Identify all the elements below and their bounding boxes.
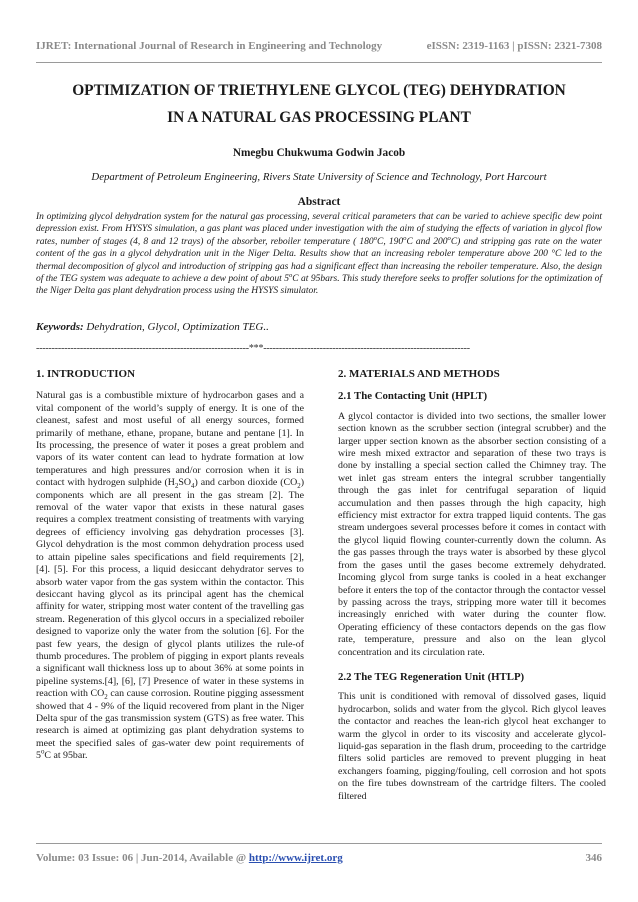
author-name: Nmegbu Chukwuma Godwin Jacob xyxy=(232,147,406,159)
keywords xyxy=(36,321,602,333)
issn: eISSN: 2319-1163 | pISSN: 2321-7308 xyxy=(426,40,602,52)
footer-rule xyxy=(36,843,602,844)
left-column xyxy=(36,368,304,763)
abstract-heading: Abstract xyxy=(297,196,341,208)
intro-heading: 1. INTRODUCTION xyxy=(36,368,136,380)
section-2-1-heading: 2.1 The Contacting Unit (HPLT) xyxy=(338,390,488,403)
section-2-1-paragraph: A glycol contactor is divided into two sections, the smaller lower section known as the scrubber section (integral scrubber) and the larger upper section known as the absorber section consisting of a wire mesh mixed extractor and separation of these two trays is done by installing a special section called the Chimney tray. The wet inlet gas stream enters the integral scrubber tangentially through the gas inlet for centrifugal separation of liquid accumulation and then passes through the high capacity, high efficiency mist extractor for extra trapped liquid contents. The gas stream undergoes several processes before it comes in contact with the glycol liquid flowing counter-currently down the column. As the gas passes through the trays water is absorbed by these glycol from the gases until the gases become extremely dehydrated. Incoming glycol from surge tanks is cooled in a heat exchanger before it enters the top of the contactor through the contactor vessel by passing across the trays, stripping more water till it becomes increasingly enriched with water during the counter flow. Operating efficiency of these contactors depends on the gas flow rate, temperature, pressure and also on the lean glycol concentration and its circulation rate. xyxy=(338,410,606,658)
keywords-label: Keywords: xyxy=(36,321,84,333)
header-rule xyxy=(36,62,602,63)
abstract-body: In optimizing glycol dehydration system for the natural gas processing, several critical parameters that can be varied to achieve specific dew point depression exist. From HYSYS simulation, a gas plant was placed under investigation with the aim of studying the effects of variation in glycol flow rates, number of stages (4, 8 and 12 trays) of the absorber, reboiler temperature ( 180$^o$C, 190$^o$C and 200$^o$C) and stripping gas rate on the water content of the gas in a glycol dehydration unit in the Niger Delta. Results show that an increasing reboler temperature above 200 °C led to the thermal decomposition of glycol and introduction of stripping gas had a significant effect than increasing the reboiler temperature. Also, the design of the TEG system was adequate to achieve a dew point of about 5$^o$C at 95bars. This study therefore seeks to proffer solutions for the optimization of the Niger Delta gas plant dehydration process using the HYSYS simulator. xyxy=(36,212,602,297)
section-2-2-heading: 2.2 The TEG Regeneration Unit (HTLP) xyxy=(338,670,525,683)
keywords-text: Dehydration, Glycol, Optimization TEG.. xyxy=(83,321,269,333)
running-footer xyxy=(36,852,602,864)
author-affiliation: Department of Petroleum Engineering, Rivers State University of Science and Technology, Port Harcourt xyxy=(91,171,547,183)
methods-heading: 2. MATERIALS AND METHODS xyxy=(338,368,500,380)
journal-name: IJRET: International Journal of Research in Engineering and Technology xyxy=(36,40,383,52)
running-header xyxy=(36,40,602,52)
title-line-1: OPTIMIZATION OF TRIETHYLENE GLYCOL (TEG) DEHYDRATION xyxy=(72,82,566,99)
section-2-2-paragraph: This unit is conditioned with removal of dissolved gases, liquid hydrocarbon, solids and water from the glycol. Rich glycol leaves the contactor and reaches the lean-rich glycol heat exchanger to warm the glycol in order to its viscosity and accelerate glycol-liquid-gas separation in the flash drum, proceeding to the cartridge filters solid particles are removed to prevent plugging in heat exchangers foaming, pigging/fouling, cell corrosion and hot spots on the fire tubes downstream of the cartridge filters. The cooled filtered xyxy=(338,691,606,802)
journal-link[interactable]: http://www.ijret.org xyxy=(248,852,343,864)
page-number: 346 xyxy=(585,852,602,864)
paper-title xyxy=(36,77,602,131)
intro-paragraph: Natural gas is a combustible mixture of hydrocarbon gases and a vital component of the world’s supply of energy. It is one of the cleanest, safest and most useful of all energy sources, formed primarily of methane, ethane, propane, butane and pentane [1]. In Its processing, the presence of water it poses a great problem and vapors of its water content can lead to hydrate formation at low temperatures and high pressures and/or corrosion when it is in contact with hydrogen sulphide $(H_2SO_4)$ and carbon dioxide $(CO_2)$ components which are all present in the gas stream [2]. The removal of the water vapor that exists in these natural gases requires a complex treatment consisting of treatments with varying degrees of efficiency involving gas dehydration processes [3]. Glycol dehydration is the most common dehydration process used to attain pipeline sales specifications and field requirements [2], [4]. [5]. For this process, a liquid desiccant dehydrator serves to absorb water vapor from the gas system within the contactor. This desiccant having glycol as its principal agent has the chemical affinity for water, stripping most water content of the travelling gas stream. Regeneration of this glycol occurs in a specialized reboiler designed to vaporize only the water from the solution [6]. For the past few years, the design of glycol plants utilizes the rule-of thumb procedures. The problem of pigging in export plants reveals a significant wall thickness loss up to about 36% at some points in pipeline systems.[4], [6], [7] Presence of water in these systems in reaction with $CO_2$ can cause corrosion. Routine pigging assessment showed that 4 - 9% of the liquid recovered from plant in the Niger Delta spur of the gas transmission system (GTS) as free water. This research is aimed at optimizing gas plant dehydration systems to meet the specified sales of gas-water dew point requirements of 5$^o$C at 95bar. xyxy=(36,390,304,762)
section-separator: --------------------------------------------------------------------***------------------------------------------------------------------ xyxy=(36,343,470,354)
right-column xyxy=(338,368,606,803)
volume-info: Volume: 03 Issue: 06 | Jun-2014, Available @ http://www.ijret.org xyxy=(36,852,343,864)
title-line-2: IN A NATURAL GAS PROCESSING PLANT xyxy=(167,109,471,126)
